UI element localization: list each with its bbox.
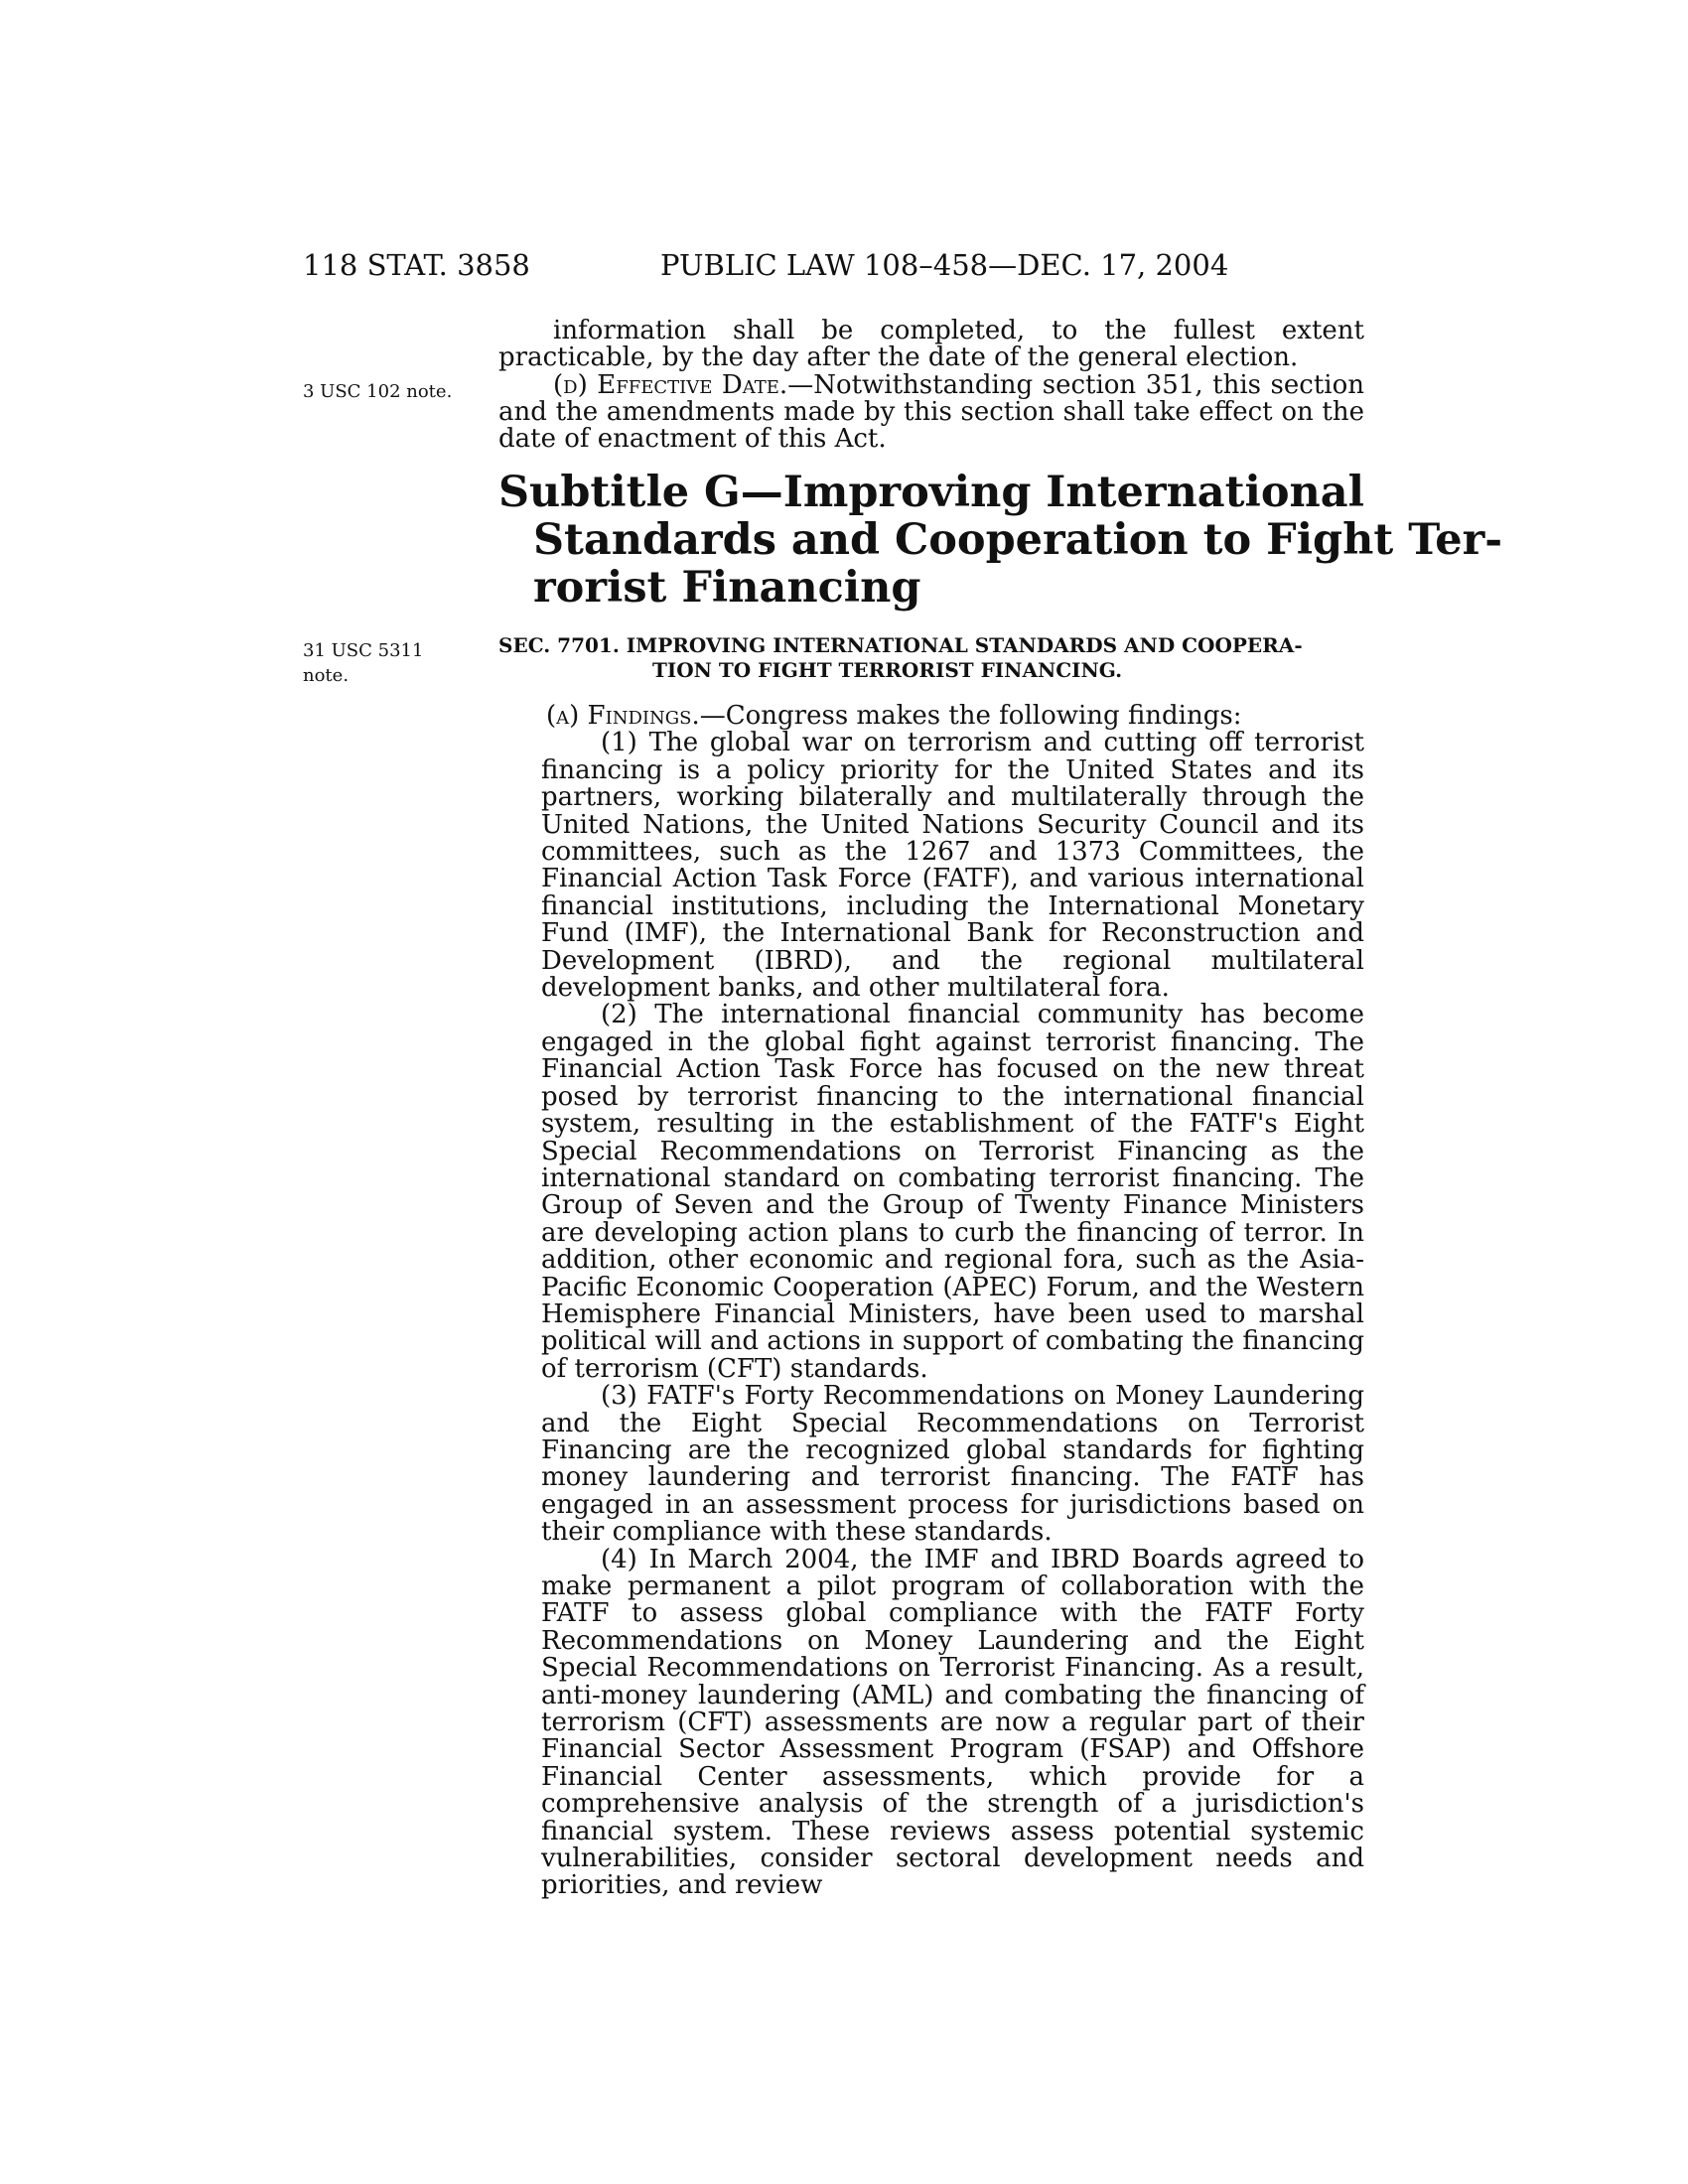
margin-note-usc-102: 3 USC 102 note.: [303, 381, 453, 402]
effective-date-label: (d) Effective Date.: [553, 369, 788, 400]
public-law-title: PUBLIC LAW 108–458—DEC. 17, 2004: [660, 248, 1229, 282]
effective-date-paragraph: [498, 369, 1364, 455]
section-heading-line-2: TION TO FIGHT TERRORIST FINANCING.: [652, 658, 1123, 682]
continuation-paragraph: information shall be completed, to the fullest extent practicable, by the day after the date of the general election.: [498, 316, 1364, 373]
subtitle-heading: [498, 468, 1503, 613]
findings-label: (a) Findings.: [546, 701, 700, 731]
finding-item-1: (1) The global war on terrorism and cutting off terrorist financing is a policy priority for the United States and its partners, working bilaterally and multilaterally through the United Nations, the United Nations Security Council and its committees, such as the 1267 and 1373 Committees, the Financial Action Task Force (FATF), and various international financial institutions, including the International Monetary Fund (IMF), the International Bank for Reconstruction and Development (IBRD), and the regional multilateral development banks, and other multilateral fora.: [541, 728, 1364, 1004]
findings-section: [541, 703, 1364, 1900]
stat-page-number: 118 STAT. 3858: [303, 248, 530, 282]
top-text-block: [498, 318, 1364, 453]
margin-note-usc-5311: 31 USC 5311 note.: [303, 640, 424, 686]
subtitle-word-1: Subtitle: [498, 468, 690, 517]
subtitle-word-3: International: [1046, 468, 1364, 517]
subtitle-word-2: G—Improving: [704, 468, 1032, 517]
section-heading-line-1: SEC. 7701. IMPROVING INTERNATIONAL STANDARDS AND COOPERA-: [498, 633, 1303, 657]
subtitle-line-2: Standards and Cooperation to Fight Ter-: [533, 515, 1503, 565]
finding-item-2: (2) The international financial community has become engaged in the global fight against terrorist financing. The Financial Action Task Force has focused on the new threat posed by terrorist financing to the international financial system, resulting in the establishment of the FATF's Eight Special Recommendations on Terrorist Financing as the international standard on combating terrorist financing. The Group of Seven and the Group of Twenty Finance Ministers are developing action plans to curb the financing of terror. In addition, other economic and regional fora, such as the Asia-Pacific Economic Cooperation (APEC) Forum, and the Western Hemisphere Financial Ministers, have been used to marshal political will and actions in support of combating the financing of terrorism (CFT) standards.: [541, 1000, 1364, 1384]
effective-date-text: —Notwithstanding section 351, this section and the amendments made by this section shall take effect on the date of enactment of this Act.: [498, 369, 1364, 455]
findings-intro-text: —Congress makes the following findings:: [699, 701, 1242, 731]
section-heading: [498, 633, 1364, 683]
findings-intro: [541, 703, 1364, 730]
subtitle-line-3: rorist Financing: [533, 563, 921, 613]
finding-item-4: (4) In March 2004, the IMF and IBRD Boards agreed to make permanent a pilot program of collaboration with the FATF to assess global compliance with the FATF Forty Recommendations on Money Laundering and the Eight Special Recommendations on Terrorist Financing. As a result, anti-money laundering (AML) and combating the financing of terrorism (CFT) assessments are now a regular part of their Financial Sector Assessment Program (FSAP) and Offshore Financial Center assessments, which provide for a comprehensive analysis of the strength of a jurisdiction's financial system. These reviews assess potential systemic vulnerabilities, consider sectoral development needs and priorities, and review: [541, 1544, 1364, 1901]
finding-item-3: (3) FATF's Forty Recommendations on Money Laundering and the Eight Special Recommendations on Terrorist Financing are the recognized global standards for fighting money laundering and terrorist financing. The FATF has engaged in an assessment process for jurisdictions based on their compliance with these standards.: [541, 1381, 1364, 1548]
